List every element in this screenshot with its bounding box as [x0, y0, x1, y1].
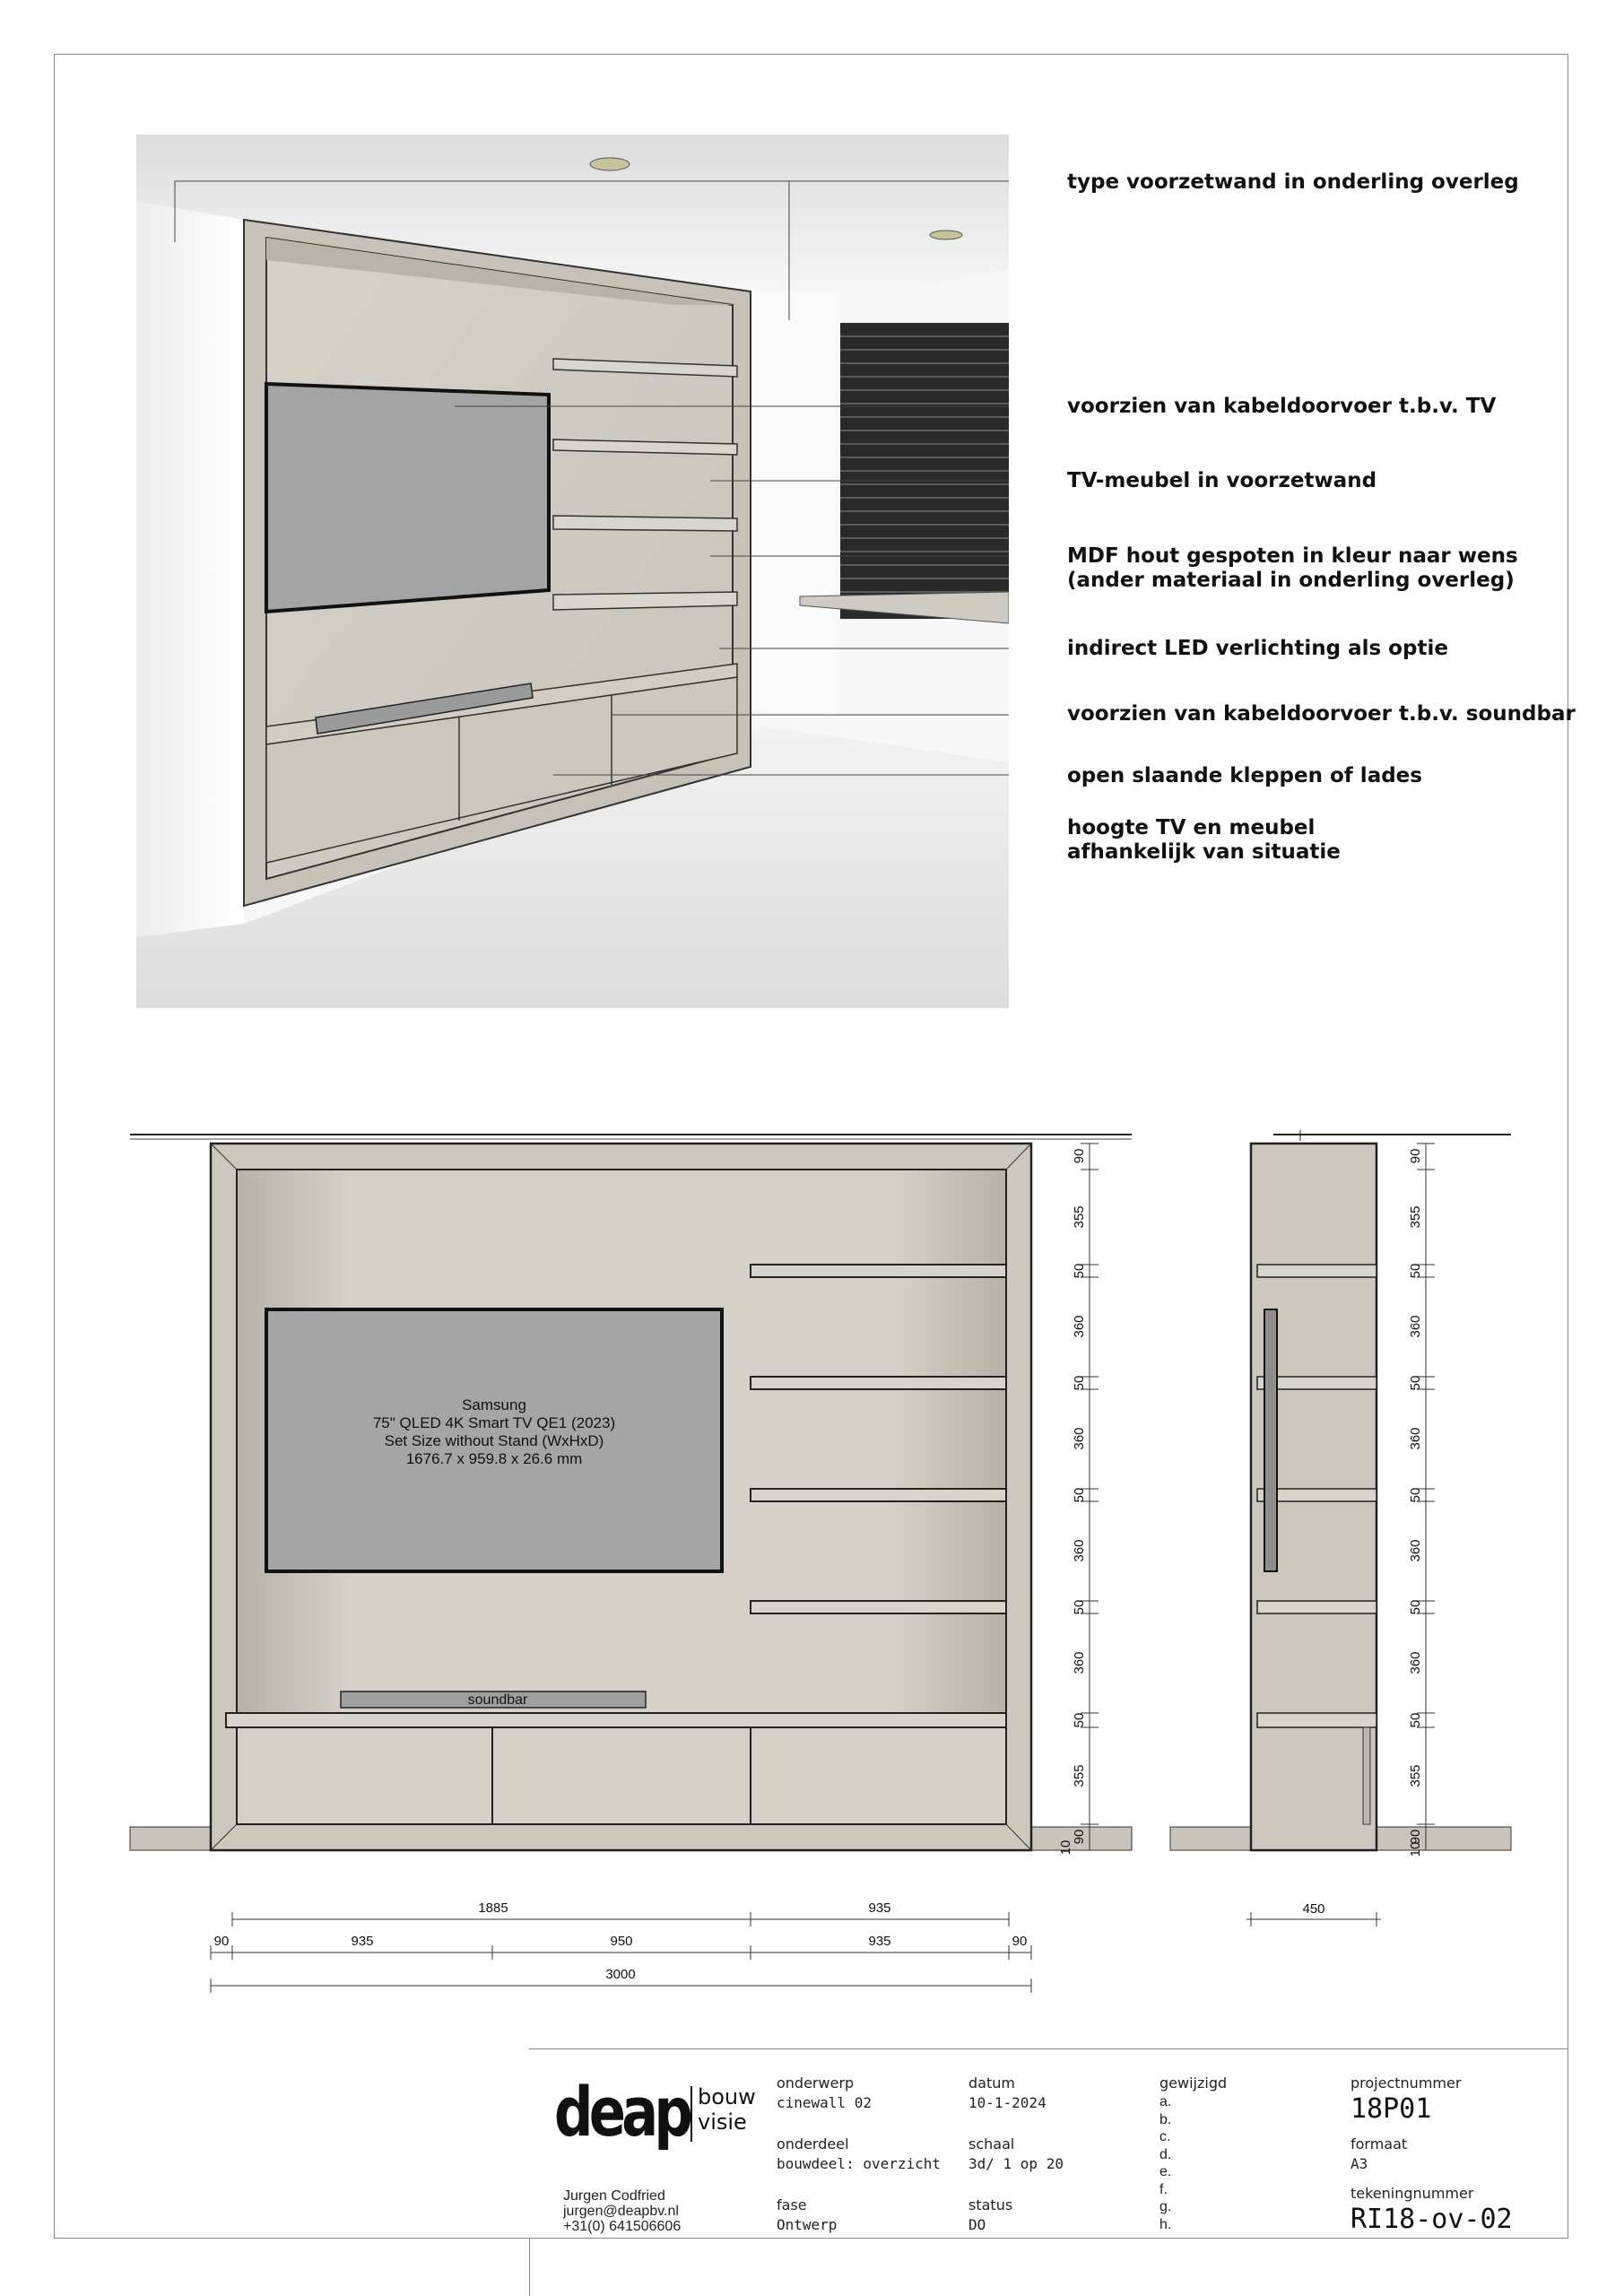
title-block-tick — [529, 2239, 530, 2296]
vdim: 355 — [1072, 1205, 1087, 1229]
hdim-total: 3000 — [605, 1967, 636, 1982]
vdim: 50 — [1072, 1712, 1087, 1728]
side-depth: 450 — [1302, 1901, 1325, 1917]
side-vdim: 50 — [1408, 1712, 1423, 1728]
annotation-wall-type: type voorzetwand in onderling overleg — [1067, 170, 1519, 194]
vdim: 50 — [1072, 1599, 1087, 1615]
vdim: 360 — [1072, 1315, 1087, 1338]
tv-dimensions: 1676.7 x 959.8 x 26.6 mm — [405, 1450, 583, 1467]
vdim: 90 — [1072, 1148, 1087, 1164]
contact-email[interactable]: jurgen@deapbv.nl — [563, 2204, 679, 2219]
side-elevation — [1166, 1121, 1515, 1928]
side-vdim: 50 — [1408, 1599, 1423, 1615]
vdim: 50 — [1072, 1375, 1087, 1391]
tekeningnummer-label: tekeningnummer — [1350, 2185, 1474, 2202]
soundbar-label: soundbar — [467, 1692, 528, 1708]
left-wall — [136, 202, 244, 937]
front-shelf — [751, 1489, 1006, 1501]
schaal-label: schaal — [968, 2135, 1015, 2152]
annotation-tv-furniture: TV-meubel in voorzetwand — [1067, 469, 1377, 492]
vdim: 50 — [1072, 1263, 1087, 1279]
front-shelf — [751, 1377, 1006, 1389]
tekeningnummer-value: RI18-ov-02 — [1350, 2204, 1513, 2235]
front-cabinet-top — [226, 1713, 1006, 1727]
vdim: 50 — [1072, 1487, 1087, 1503]
revision-item: d. — [1159, 2146, 1172, 2162]
projectnummer-label: projectnummer — [1350, 2074, 1462, 2092]
datum-value: 10-1-2024 — [968, 2094, 1046, 2111]
side-vdim: 50 — [1408, 1375, 1423, 1391]
ceiling-spot — [930, 230, 962, 239]
vdim: 355 — [1072, 1764, 1087, 1787]
front-shelf — [751, 1601, 1006, 1613]
tv-size-label: Set Size without Stand (WxHxD) — [384, 1432, 604, 1449]
formaat-value: A3 — [1350, 2155, 1368, 2172]
status-label: status — [968, 2196, 1013, 2213]
side-vdim: 50 — [1408, 1487, 1423, 1503]
annotation-material-1: MDF hout gespoten in kleur naar wens — [1067, 544, 1518, 568]
side-vdim: 355 — [1408, 1205, 1423, 1229]
revision-list — [1159, 2093, 1171, 2233]
revision-item: c. — [1159, 2129, 1171, 2144]
annotation-doors: open slaande kleppen of lades — [1067, 764, 1422, 787]
shelf — [553, 516, 737, 531]
hdim: 90 — [1012, 1934, 1028, 1949]
hdim: 90 — [213, 1934, 230, 1949]
onderdeel-label: onderdeel — [777, 2135, 849, 2152]
tv-brand: Samsung — [462, 1396, 526, 1413]
hdim: 1885 — [478, 1900, 508, 1916]
annotation-tv-cable: voorzien van kabeldoorvoer t.b.v. TV — [1067, 395, 1497, 418]
title-block-top-rule — [529, 2048, 1568, 2049]
hdim: 935 — [868, 1934, 891, 1949]
perspective-render — [136, 135, 1009, 1008]
side-tv — [1264, 1309, 1277, 1571]
side-vdim: 355 — [1408, 1764, 1423, 1787]
onderwerp-label: onderwerp — [777, 2074, 855, 2092]
fase-value: Ontwerp — [777, 2216, 838, 2233]
hdim: 935 — [868, 1900, 891, 1916]
annotation-height-2: afhankelijk van situatie — [1067, 840, 1341, 864]
ceiling-spot — [590, 158, 630, 170]
revision-item: h. — [1159, 2216, 1172, 2232]
schaal-value: 3d/ 1 op 20 — [968, 2155, 1064, 2172]
annotation-led: indirect LED verlichting als optie — [1067, 637, 1448, 660]
revision-item: g. — [1159, 2199, 1172, 2214]
front-cabinet — [237, 1727, 1006, 1824]
hdim: 950 — [610, 1934, 633, 1949]
revision-item: f. — [1159, 2181, 1168, 2197]
side-vdim: 360 — [1408, 1315, 1423, 1338]
revision-item: e. — [1159, 2164, 1172, 2179]
side-vdim: 50 — [1408, 1263, 1423, 1279]
side-vdim: 10 — [1408, 1841, 1423, 1857]
right-wall — [746, 291, 836, 718]
side-vdim: 90 — [1408, 1148, 1423, 1164]
contact-block — [563, 2188, 681, 2234]
tv-screen — [266, 384, 549, 612]
gewijzigd-label: gewijzigd — [1159, 2074, 1228, 2092]
fase-label: fase — [777, 2196, 807, 2213]
side-vdim: 360 — [1408, 1539, 1423, 1562]
side-vdim: 360 — [1408, 1651, 1423, 1674]
annotation-height-1: hoogte TV en meubel — [1067, 816, 1316, 839]
tv-model: 75" QLED 4K Smart TV QE1 (2023) — [372, 1414, 616, 1431]
hdim: 935 — [351, 1934, 374, 1949]
onderwerp-value: cinewall 02 — [777, 2094, 872, 2111]
contact-phone: +31(0) 641506606 — [563, 2219, 682, 2234]
formaat-label: formaat — [1350, 2135, 1408, 2152]
revision-item: a. — [1159, 2094, 1172, 2109]
front-shelf — [751, 1265, 1006, 1277]
vdim: 360 — [1072, 1539, 1087, 1562]
front-elevation — [126, 1121, 1148, 2009]
vdim: 90 — [1072, 1829, 1087, 1845]
datum-label: datum — [968, 2074, 1015, 2092]
status-value: DO — [968, 2216, 986, 2233]
revision-item: b. — [1159, 2111, 1172, 2127]
contact-name: Jurgen Codfried — [563, 2188, 665, 2204]
onderdeel-value: bouwdeel: overzicht — [777, 2155, 942, 2172]
vdim: 10 — [1058, 1839, 1073, 1856]
side-vdim: 90 — [1408, 1829, 1423, 1845]
vdim: 360 — [1072, 1651, 1087, 1674]
side-vdim: 360 — [1408, 1427, 1423, 1450]
annotation-material-2: (ander materiaal in onderling overleg) — [1067, 569, 1515, 592]
vdim: 360 — [1072, 1427, 1087, 1450]
company-logo: deap bouw visie — [554, 2072, 756, 2152]
annotation-soundbar-cable: voorzien van kabeldoorvoer t.b.v. soundbar — [1067, 702, 1576, 726]
projectnummer-value: 18P01 — [1350, 2093, 1432, 2125]
